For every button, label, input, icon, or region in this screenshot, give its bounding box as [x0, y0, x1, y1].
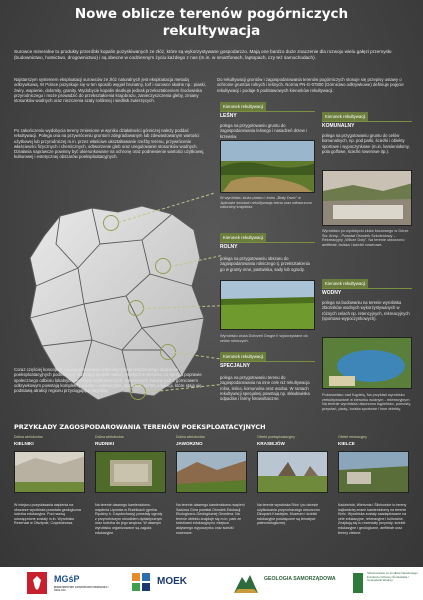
- left-paragraph-3: Coraz częściej koncepcje zagospodarowania urbanistyczno-przestrzennego obszarów poeksploatacyjnych podnoszą w znaczący sposób walory estetyczne terenów, co sprzyja poprawie społecznego odbioru lokalnych inwestycji wydobywczych. Na terenach związanych z górnictwem odkrywkowym powstają kompleksy wodno – rekreacyjne, sportowe, centra edukacji, które stają się podstawą atrakcji regionu przyciągającą turystów.: [14, 367, 202, 394]
- example-photo: [257, 451, 328, 493]
- direction-kicker: Kierunek rekultywacji: [325, 281, 366, 286]
- example-label: Obiekt rekreacyjny: [338, 435, 367, 439]
- left-text-block: [14, 77, 211, 106]
- direction-text: polega na przygotowaniu terenu do zagospodarowania na inne cele niż rekultywacja rolna, leśna, komunalna oraz wodna. W ramach rekultywacji specjalnej powstają np. składowiska odpadów i farmy fotowoltaiczne.: [220, 375, 310, 402]
- example-photo-art: [96, 452, 166, 493]
- example-label: Dolina wielokrotna: [95, 435, 124, 439]
- geologia-logo-text: GEOLOGIA SAMORZĄDOWA: [264, 576, 336, 582]
- geologia-logo-icon: [232, 571, 260, 595]
- direction-text: polega na przygotowaniu obszaru do zagospodarowania rolniczego tj. przekształcenia go w grunty orne, pastwiska, sady lub ogrody.: [220, 256, 310, 272]
- funding-note: Sfinansowano ze środków Narodowego Funduszu Ochrony Środowiska i Gospodarki Wodnej: [367, 571, 418, 583]
- left-paragraph-2: Po zakończeniu wydobycia tereny zmienione w wyniku działalności górniczej należy poddać rekultywacji. Polega ona na przywróceniu gruntom zdegradowanym lub zdewastowanym wartości użytkowej lub przyrodniczej m.in. przez właściwe ukształtowanie rzeźby terenu, przywrócenie właściwości fizycznych i chemicznych, odtworzenie gleb oraz uregulowanie stosunków wodnych. Działania naprawcze powinny być ukierunkowane na ochronę oraz podniesienie wartości użytkowej, kulturowej i estetycznej obszarów poeksploatacyjnych.: [14, 128, 205, 160]
- left-text-block-3: [14, 367, 211, 396]
- left-text-block-2: [14, 128, 211, 163]
- examples-heading: PRZYKŁADY ZAGOSPODAROWANIA TERENÓW POEKSPLOATACYJNYCH: [14, 423, 266, 431]
- direction-name: WODNY: [322, 290, 342, 296]
- direction-name: KOMUNALNY: [322, 123, 355, 129]
- direction-kicker: Kierunek rekultywacji: [223, 354, 264, 359]
- direction-tag-agricultural: [220, 233, 266, 250]
- example-photo: [95, 451, 166, 493]
- direction-kicker: Kierunek rekultywacji: [223, 104, 264, 109]
- map-marker-forest: [103, 215, 119, 231]
- example-name: JAWORZNO: [176, 441, 203, 446]
- divider: [220, 111, 315, 112]
- mgsp-logo-text: MGśP: [54, 574, 80, 584]
- photo-caption: Pożarowisko nad Kąpielą. Na przykład wyrobisko zrekultywowane w kierunku wodnym - rekreacyjnym. Na terenie wyrobiska utworzono kąpielisko, pomosty, przystań, plażę, boiska sportowe i inne obiekty.: [322, 393, 411, 411]
- direction-text: polega na przygotowaniu gruntu do zagospodarowania leśnego i nasadzeń drzew i krzewów.: [220, 123, 307, 139]
- direction-name: LEŚNY: [220, 113, 237, 119]
- example-photo-art: [258, 452, 328, 493]
- divider: [322, 288, 412, 289]
- forest-photo-art: [221, 141, 315, 193]
- photo-caption: W wyrobisku złoża piasku i żwiru „Biały Dwór” w Jędrowie wrodach rekultywacja leśna oraz odtworzono naturalny krajobraz.: [220, 196, 312, 210]
- forest-photo: [220, 140, 315, 193]
- direction-text: polega na budowaniu na terenie wyrobiska zbiorników wodnych wykorzystywanych w różnych celach np. retencyjnych, rekreacyjnych (sportowo-wypoczynkowych).: [322, 300, 410, 321]
- left-paragraph-1: Najstarszym systemem eksploatacji surowców ze złóż naturalnych jest eksploatacja metodą odkrywkową. W Polsce pozyskuje się w ten sposób węgiel brunatny, torf i surowce skalne np.: piaski, żwiry, wapienie, dolomity, granity. Wydobycie kopalin skutkuje jednak przekształceniem środowiska przyrodniczego i może prowadzić do przekształcenia krajobrazu, zanieczyszczenia gleby, zmiany stosunków wodnych oraz niszczenia szaty roślinnej i siedlisk zwierzęcych.: [14, 77, 206, 104]
- title-line-1: Nowe oblicze terenów pogórniczych: [74, 6, 349, 22]
- agricultural-photo: [220, 280, 315, 330]
- mgsp-logo-sub: MINISTERSTWO GOSPODARKI MORSKIEJ I ŻEGLUGI: [54, 586, 109, 592]
- agricultural-photo-art: [221, 281, 315, 330]
- divider: [220, 242, 315, 243]
- map-marker-water: [160, 344, 176, 360]
- example-photo: [14, 451, 85, 493]
- example-label: Dolina wielokrotna: [176, 435, 205, 439]
- municipal-photo-art: [323, 171, 412, 226]
- divider: [220, 361, 315, 362]
- moek-logo-text: MOEK: [157, 576, 187, 587]
- direction-name: SPECJALNY: [220, 363, 251, 369]
- direction-tag-forest: [220, 102, 266, 119]
- direction-kicker: Kierunek rekultywacji: [223, 235, 264, 240]
- moek-logo-icon: [130, 571, 152, 593]
- examples-band: [0, 420, 423, 572]
- direction-text: polega na przygotowaniu gruntu do celów komunalnych, np. pod parki, ścieżki i obiekty sportowe i wypoczynkowe (m.in. kamieniołomy, pola golfowe, ścieżki rowerowe itp.).: [322, 133, 410, 154]
- intro-paragraph: Surowce mineralne to produkty przeróbki kopalin pozyskiwanych ze złóż, które są wykorzystywane gospodarczo. Mają one bardzo duże znaczenie dla rozwoju wielu gałęzi przemysłu (budownictwo, hutnictwo, drogownictwo) i są obecne w codziennym życiu każdego z nas (m.in. w smartfonach, laptopach, czy też samochodach).: [14, 49, 392, 60]
- divider: [322, 121, 412, 122]
- example-photo-art: [339, 452, 409, 493]
- direction-tag-special: [220, 352, 266, 369]
- poster-title: [0, 6, 423, 40]
- example-name: KIELNIKI: [14, 441, 34, 446]
- photo-caption: Wyrobisko po wydobyciu złoża bruzowego w Górze Św. Anny... Powstał Ośrodek Szkoleniowy – Rekreacyjny „Wilcze Doły”. Na terenie utworzono amfiteatr, boiska i ścieżki rowerowe.: [322, 229, 409, 247]
- example-text: Na terenie dawnego kamieniołomu wapienia Lipówka w Rudnikach (gmina Rędziny k. Częstochowy) powstały ogrody z przyrodniczym ośrodkiem dydaktycznym oraz ścieżka do jego wnętrza. W dawnym wyrobisku organizowane są zajęcia edukacyjne.: [95, 503, 163, 535]
- map-marker-agricultural: [128, 300, 144, 316]
- example-text: Na terenie wyrobiska Rów i po okresie użytkowania przyrodniczego utworzono Dinopark Krasiejów. Muzeum i ścieżki edukacyjne poświęcone są tematyce paleontologicznej.: [257, 503, 320, 526]
- title-line-2: rekultywacja: [162, 23, 261, 39]
- photo-caption: Wyrobisko złoża Dobrzeń Drugie II wykorzystane do celów rolniczych.: [220, 334, 308, 343]
- nfosigw-logo-icon: [352, 571, 364, 595]
- map-marker-municipal: [155, 258, 171, 274]
- example-label: Obiekt poeksploatacyjny: [257, 435, 295, 439]
- direction-tag-water: [322, 279, 368, 296]
- example-text: W miejscu pozyskiwania wapienia na obszarze wyrobiska powstała geologiczna ścieżka edukacyjna. Pod nazwą udostępnione zostały m.in. Wyrobisko Rezerwat w Olsztynie, Częstochowa.: [14, 503, 81, 526]
- example-photo-art: [15, 452, 85, 493]
- eagle-emblem-icon: [26, 571, 48, 595]
- example-photo: [338, 451, 409, 493]
- municipal-photo: [322, 170, 412, 226]
- example-text: Na terenie dawnego kamieniołomu wapieni Sadowa Góra powstał Ośrodek Edukacji Ekologiczno-Geologicznej Geosfera. Na terenie obiektu znajduje się m.in. park ze ścieżkami edukacyjnymi, miejsca aktywnego wypoczynku oraz ścieżki rowerowe.: [176, 503, 245, 535]
- example-label: Dolina wielokrotna: [14, 435, 43, 439]
- example-name: KIELCE: [338, 441, 355, 446]
- direction-name: ROLNY: [220, 244, 238, 250]
- direction-tag-municipal: [322, 112, 368, 129]
- water-photo: [322, 337, 412, 389]
- water-photo-art: [323, 338, 412, 389]
- example-text: Kadzielnia, Wietrznia i Ślichowice to tereny najbardziej znane kamieniołomy na terenie Kielc. Wyrobiska zostały zaadaptowane na cele edukacyjne, rekreacyjne i kulturalne. Znajdują się tu rezerwaty przyrody, ścieżki edukacyjne i geologiczne, amfiteatr oraz tereny zielone.: [338, 503, 407, 535]
- example-name: KRASIEJÓW: [257, 441, 285, 446]
- right-intro: Do rekultywacji gruntów i zagospodarowania terenów pogórniczych stosuje się przepisy ustawy o ochronie gruntów rolnych i leśnych. Norma PN-G-07800 (Górnictwo odkrywkowe) definiuje pojęcie rekultywacji i podaje 5 podstawowych kierunków rekultywacji.: [217, 77, 404, 93]
- example-name: RUDNIKI: [95, 441, 115, 446]
- example-photo-art: [177, 452, 247, 493]
- direction-kicker: Kierunek rekultywacji: [325, 114, 366, 119]
- example-photo: [176, 451, 247, 493]
